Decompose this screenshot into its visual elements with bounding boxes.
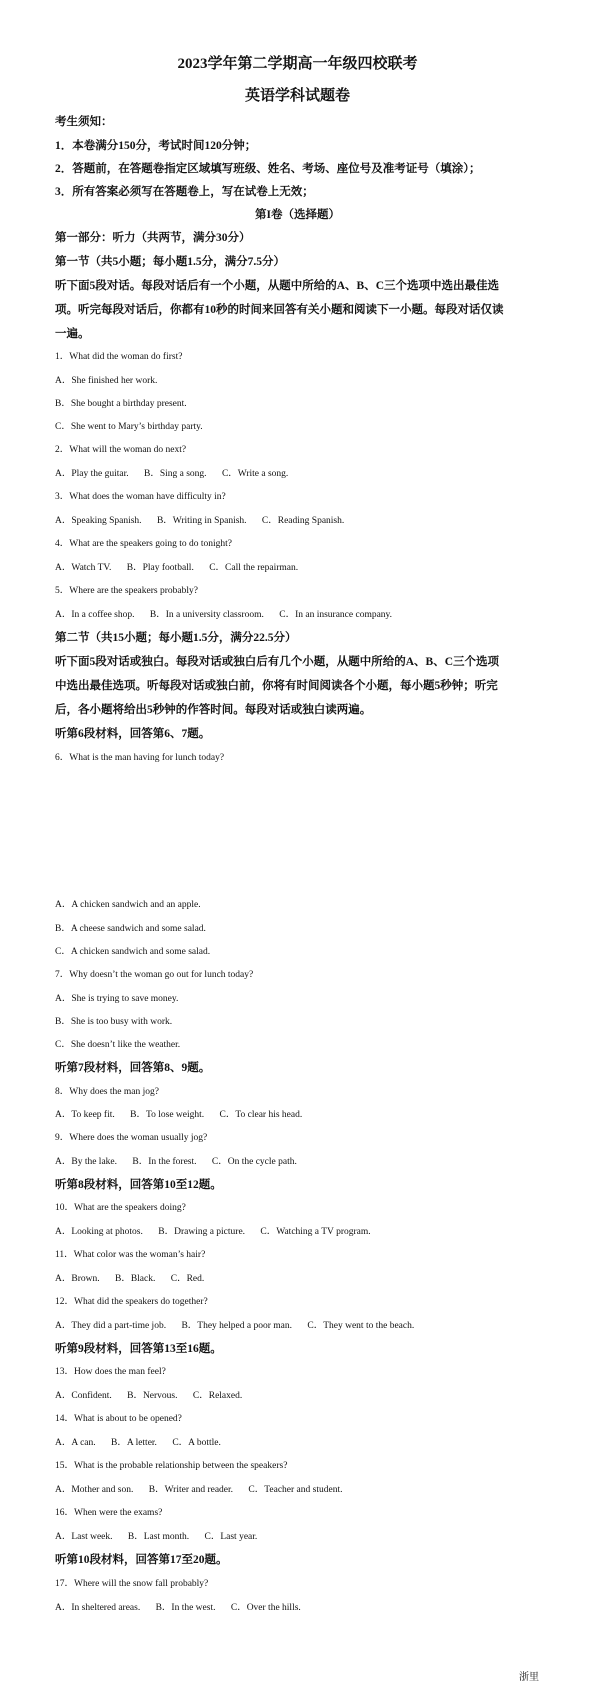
question-stem: 4．What are the speakers going to do tonight? [55,539,233,549]
option-b: B．They helped a poor man. [181,1321,292,1331]
option-c: C．Watching a TV program. [260,1227,371,1237]
options-row [55,1270,204,1284]
option-c: C．Red. [170,1274,205,1284]
question-stem: 9．Where does the woman usually jog? [55,1133,208,1143]
option-a: A．Speaking Spanish. [55,516,142,526]
option-c: C．In an insurance company. [279,610,393,620]
part1-heading: 第一部分：听力（共两节，满分30分） [55,232,251,244]
question-stem: 8．Why does the man jog? [55,1087,159,1097]
question-stem: 15．What is the probable relationship between the speakers? [55,1461,288,1471]
question-stem: 5．Where are the speakers probably? [55,586,198,596]
exam-subtitle: 英语学科试题卷 [244,88,350,104]
option-a: A．Brown. [55,1274,100,1284]
question-stem: 2．What will the woman do next? [55,445,187,455]
option-b: B．In the west. [155,1603,216,1613]
option-c: C．Relaxed. [192,1391,243,1401]
material-heading: 听第8段材料，回答第10至12题。 [55,1179,222,1191]
question-stem: 16．When were the exams? [55,1508,163,1518]
option-a: A．She finished her work. [55,376,158,386]
option-b: B．In the forest. [132,1157,197,1167]
option-c: C．On the cycle path. [211,1157,297,1167]
notice-heading: 考生须知： [55,116,113,128]
options-row [55,1481,342,1495]
section2-heading: 第二节（共15小题；每小题1.5分，满分22.5分） [55,632,297,644]
option-c: C．She went to Mary’s birthday party. [55,422,203,432]
question-stem: 17．Where will the snow fall probably? [55,1579,209,1589]
option-c: C．A bottle. [172,1438,221,1448]
material-heading: 听第10段材料，回答第17至20题。 [55,1554,228,1566]
options-row [55,512,344,526]
option-a: A．Play the guitar. [55,469,129,479]
option-c: C．Write a song. [221,469,289,479]
option-b: B．Nervous. [127,1391,178,1401]
option-c: C．Reading Spanish. [261,516,345,526]
options-row [55,1317,414,1331]
option-a: A．Mother and son. [55,1485,134,1495]
footer-text: 浙里 [519,1672,539,1683]
option-a: A．A chicken sandwich and an apple. [55,900,201,910]
option-b: B．A letter. [111,1438,157,1448]
option-b: B．To lose weight. [130,1110,205,1120]
option-b: B．She bought a birthday present. [55,399,187,409]
options-row [55,1528,257,1542]
material-heading: 听第6段材料，回答第6、7题。 [55,728,211,740]
notice-item: 1．本卷满分150分，考试时间120分钟； [55,140,257,152]
volume-heading: 第I卷（选择题） [255,209,340,221]
question-stem: 14．What is about to be opened? [55,1414,182,1424]
exam-title: 2023学年第二学期高一年级四校联考 [177,56,418,72]
options-row [55,606,392,620]
option-a: A．Watch TV. [55,563,112,573]
question-stem: 1．What did the woman do first? [55,352,183,362]
section1-instruction: 听下面5段对话。每段对话后有一个小题，从题中所给的A、B、C三个选项中选出最佳选 [55,280,500,292]
option-a: A．In a coffee shop. [55,610,135,620]
section2-instruction: 听下面5段对话或独白。每段对话或独白后有几个小题，从题中所给的A、B、C三个选项 [55,656,500,668]
option-b: B．Black. [114,1274,156,1284]
section2-instruction: 中选出最佳选项。听每段对话或独白前，你将有时间阅读各个小题，每小题5秒钟；听完 [55,680,498,692]
notice-item: 3．所有答案必须写在答题卷上，写在试卷上无效； [55,186,314,198]
option-a: A．They did a part-time job. [55,1321,167,1331]
options-row [55,559,298,573]
question-stem: 12．What did the speakers do together? [55,1297,208,1307]
option-a: A．Confident. [55,1391,112,1401]
option-b: B．A cheese sandwich and some salad. [55,924,206,934]
options-row [55,1223,371,1237]
options-row [55,1387,242,1401]
options-row [55,1434,221,1448]
option-a: A．By the lake. [55,1157,118,1167]
question-stem: 6．What is the man having for lunch today? [55,753,225,763]
option-b: B．Sing a song. [144,469,207,479]
option-c: C．She doesn’t like the weather. [55,1040,181,1050]
option-c: C．Over the hills. [230,1603,301,1613]
option-c: C．Last year. [204,1532,258,1542]
option-b: B．Drawing a picture. [158,1227,246,1237]
section1-heading: 第一节（共5小题；每小题1.5分，满分7.5分） [55,256,285,268]
option-c: C．To clear his head. [219,1110,303,1120]
option-a: A．In sheltered areas. [55,1603,141,1613]
question-stem: 11．What color was the woman’s hair? [55,1250,206,1260]
options-row [55,465,288,479]
section2-instruction: 后，各小题将给出5秒钟的作答时间。每段对话或独白读两遍。 [55,704,372,716]
material-heading: 听第7段材料，回答第8、9题。 [55,1062,211,1074]
option-b: B．Last month. [127,1532,190,1542]
section1-instruction: 项。听完每段对话后，你都有10秒的时间来回答有关小题和阅读下一小题。每段对话仅读 [55,304,504,316]
notice-item: 2．答题前，在答题卷指定区域填写班级、姓名、考场、座位号及准考证号（填涂）； [55,163,481,175]
question-stem: 10．What are the speakers doing? [55,1203,186,1213]
option-c: C．They went to the beach. [307,1321,415,1331]
option-a: A．She is trying to save money. [55,994,179,1004]
section1-instruction: 一遍。 [55,328,90,340]
option-a: A．A can. [55,1438,96,1448]
option-c: C．Call the repairman. [209,563,299,573]
material-heading: 听第9段材料，回答第13至16题。 [55,1343,222,1355]
options-row [55,1153,297,1167]
options-row [55,1106,302,1120]
option-c: C．A chicken sandwich and some salad. [55,947,211,957]
option-b: B．She is too busy with work. [55,1017,173,1027]
option-a: A．To keep fit. [55,1110,115,1120]
option-b: B．Writer and reader. [148,1485,234,1495]
option-c: C．Teacher and student. [248,1485,343,1495]
option-b: B．In a university classroom. [149,610,264,620]
question-stem: 3．What does the woman have difficulty in? [55,492,226,502]
question-stem: 7．Why doesn’t the woman go out for lunch today? [55,970,254,980]
options-row [55,1599,301,1613]
option-b: B．Play football. [126,563,194,573]
option-a: A．Looking at photos. [55,1227,143,1237]
option-a: A．Last week. [55,1532,113,1542]
question-stem: 13．How does the man feel? [55,1367,166,1377]
option-b: B．Writing in Spanish. [156,516,247,526]
